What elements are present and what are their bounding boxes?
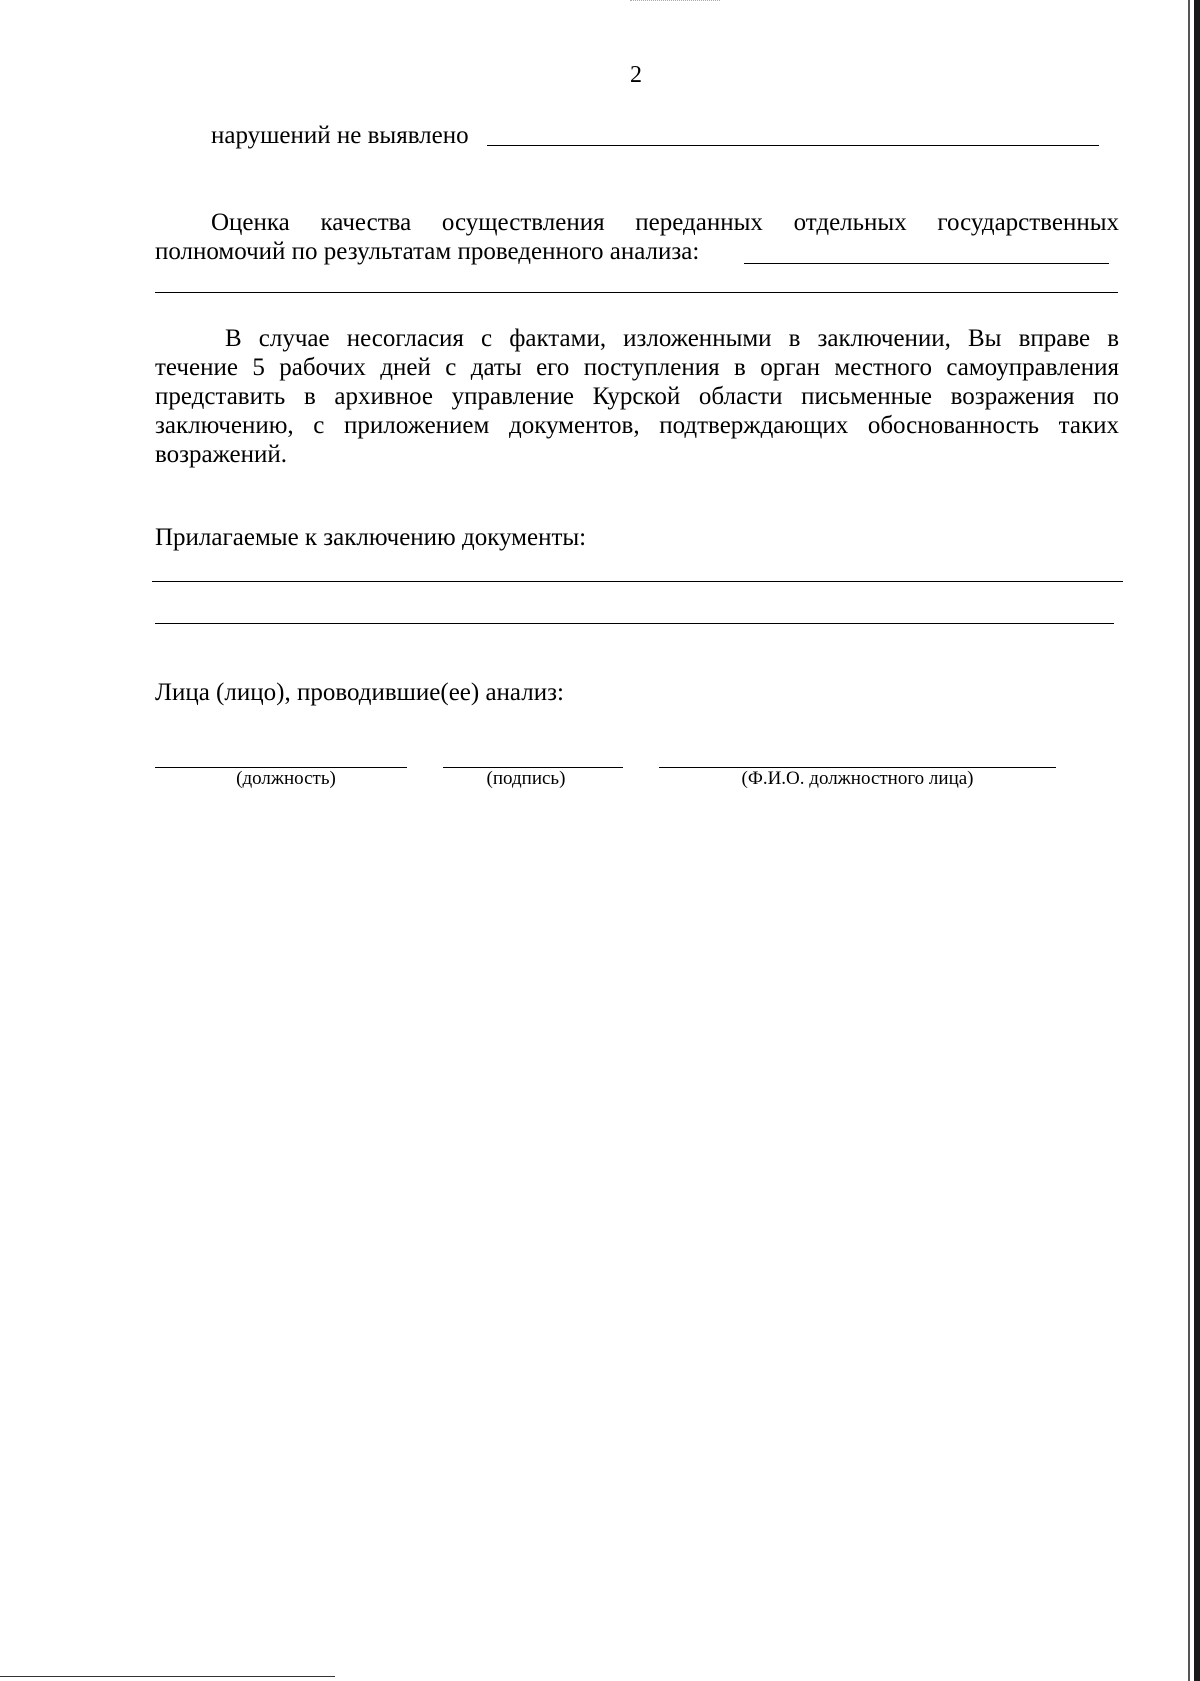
disagreement-line-4: заключению, с приложением документов, подтверждающих обоснованность таких — [155, 412, 1119, 439]
attached-documents-label: Прилагаемые к заключению документы: — [155, 524, 587, 551]
disagreement-line-3: представить в архивное управление Курской области письменные возражения по — [155, 383, 1119, 410]
position-caption: (должность) — [236, 768, 336, 789]
bottom-scan-line — [0, 1676, 335, 1677]
attached-documents-line-2 — [155, 623, 1114, 624]
disagreement-line-2: течение 5 рабочих дней с даты его поступления в орган местного самоуправления — [155, 354, 1119, 381]
scan-artifact — [630, 0, 720, 7]
scan-edge — [1194, 0, 1200, 1681]
assessment-fill-line — [744, 263, 1109, 264]
page-number: 2 — [630, 62, 642, 88]
violations-label: нарушений не выявлено — [211, 122, 469, 149]
full-name-caption: (Ф.И.О. должностного лица) — [741, 768, 974, 789]
disagreement-line-1: В случае несогласия с фактами, изложенными в заключении, Вы вправе в — [225, 325, 1119, 352]
disagreement-line-5: возражений. — [155, 441, 288, 468]
scan-edge-inner — [1188, 0, 1190, 1681]
signature-caption: (подпись) — [486, 768, 566, 789]
attached-documents-line-1 — [152, 581, 1123, 582]
violations-fill-line — [487, 145, 1099, 146]
assessment-line-1: Оценка качества осуществления переданных отдельных государственных — [211, 209, 1119, 236]
analysts-label: Лица (лицо), проводившие(ее) анализ: — [155, 679, 564, 706]
disagreement-paragraph — [155, 324, 1119, 469]
assessment-extra-line — [155, 292, 1118, 293]
assessment-line-2: полномочий по результатам проведенного анализа: — [155, 238, 700, 265]
